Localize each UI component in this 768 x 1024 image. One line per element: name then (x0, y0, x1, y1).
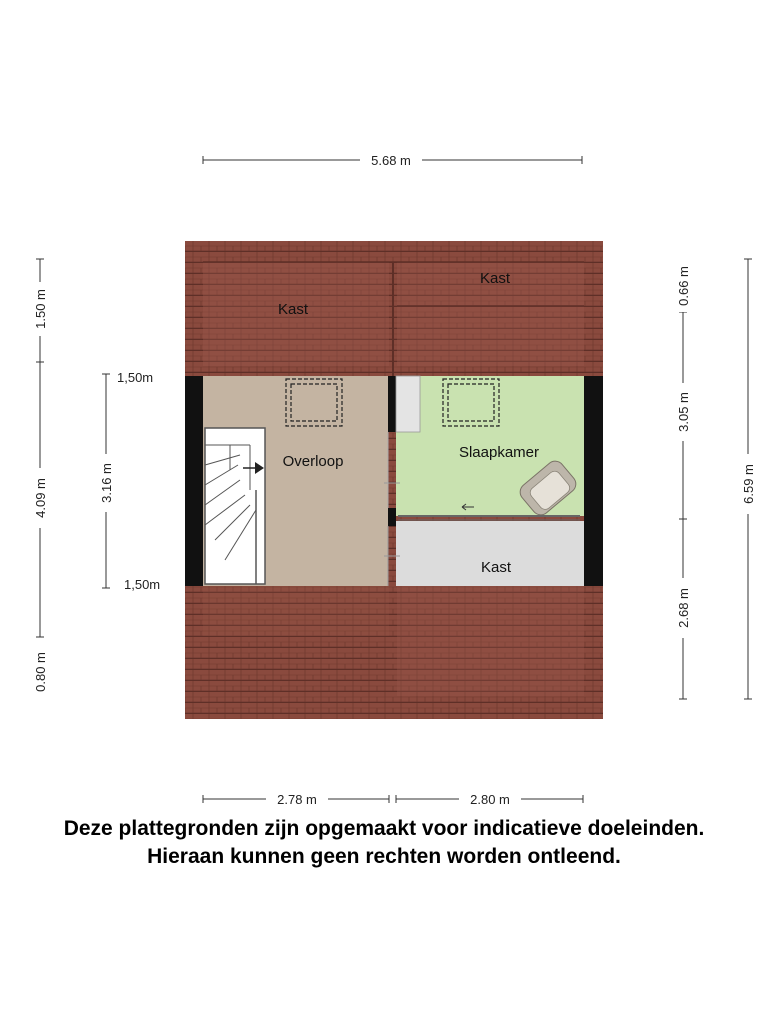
room-label-kast-bottom: Kast (480, 559, 512, 576)
center-wall-mid (388, 508, 396, 526)
dim-left-bottom-label: 0.80 m (33, 652, 48, 692)
roof-bottom-left-area (203, 586, 389, 636)
dimension-bottom (203, 790, 583, 808)
room-label-overloop: Overloop (282, 453, 344, 470)
dim-right-bottom-label: 2.68 m (676, 588, 691, 628)
room-label-kast-top-left: Kast (277, 301, 309, 318)
dim-top-width-label: 5.68 m (371, 153, 411, 168)
disclaimer-line-2: Hieraan kunnen geen rechten worden ontleend. (147, 845, 621, 868)
dimension-right-total (739, 259, 757, 699)
kast-bottom-area (396, 521, 584, 586)
room-label-kast-top-right: Kast (479, 270, 511, 287)
dim-inner-top-label: 1,50m (117, 370, 154, 385)
dim-left-top-label: 1.50 m (33, 289, 48, 329)
dim-right-total-label: 6.59 m (741, 464, 756, 504)
roof-bottom-right-area (397, 586, 584, 696)
right-wall (584, 376, 603, 586)
dim-right-top-label: 0.66 m (676, 266, 691, 306)
dimension-top-width (203, 151, 582, 169)
dimension-right-segments (674, 258, 692, 699)
slaapkamer-closet-block (396, 376, 420, 432)
disclaimer-line-1: Deze plattegronden zijn opgemaakt voor indicatieve doeleinden. (63, 817, 705, 840)
room-label-slaapkamer: Slaapkamer (458, 444, 540, 461)
dim-right-middle-label: 3.05 m (676, 392, 691, 432)
left-wall (185, 376, 203, 586)
dim-bottom-left-label: 2.78 m (277, 792, 317, 807)
dim-inner-bottom-label: 1,50m (124, 577, 161, 592)
staircase (205, 428, 265, 584)
dim-bottom-right-label: 2.80 m (470, 792, 510, 807)
center-wall-top (388, 376, 396, 432)
dim-inner-left-label: 3.16 m (99, 463, 114, 503)
dimension-left-inner (97, 370, 160, 592)
dimension-left-outer (31, 259, 49, 692)
dim-left-middle-label: 4.09 m (33, 478, 48, 518)
